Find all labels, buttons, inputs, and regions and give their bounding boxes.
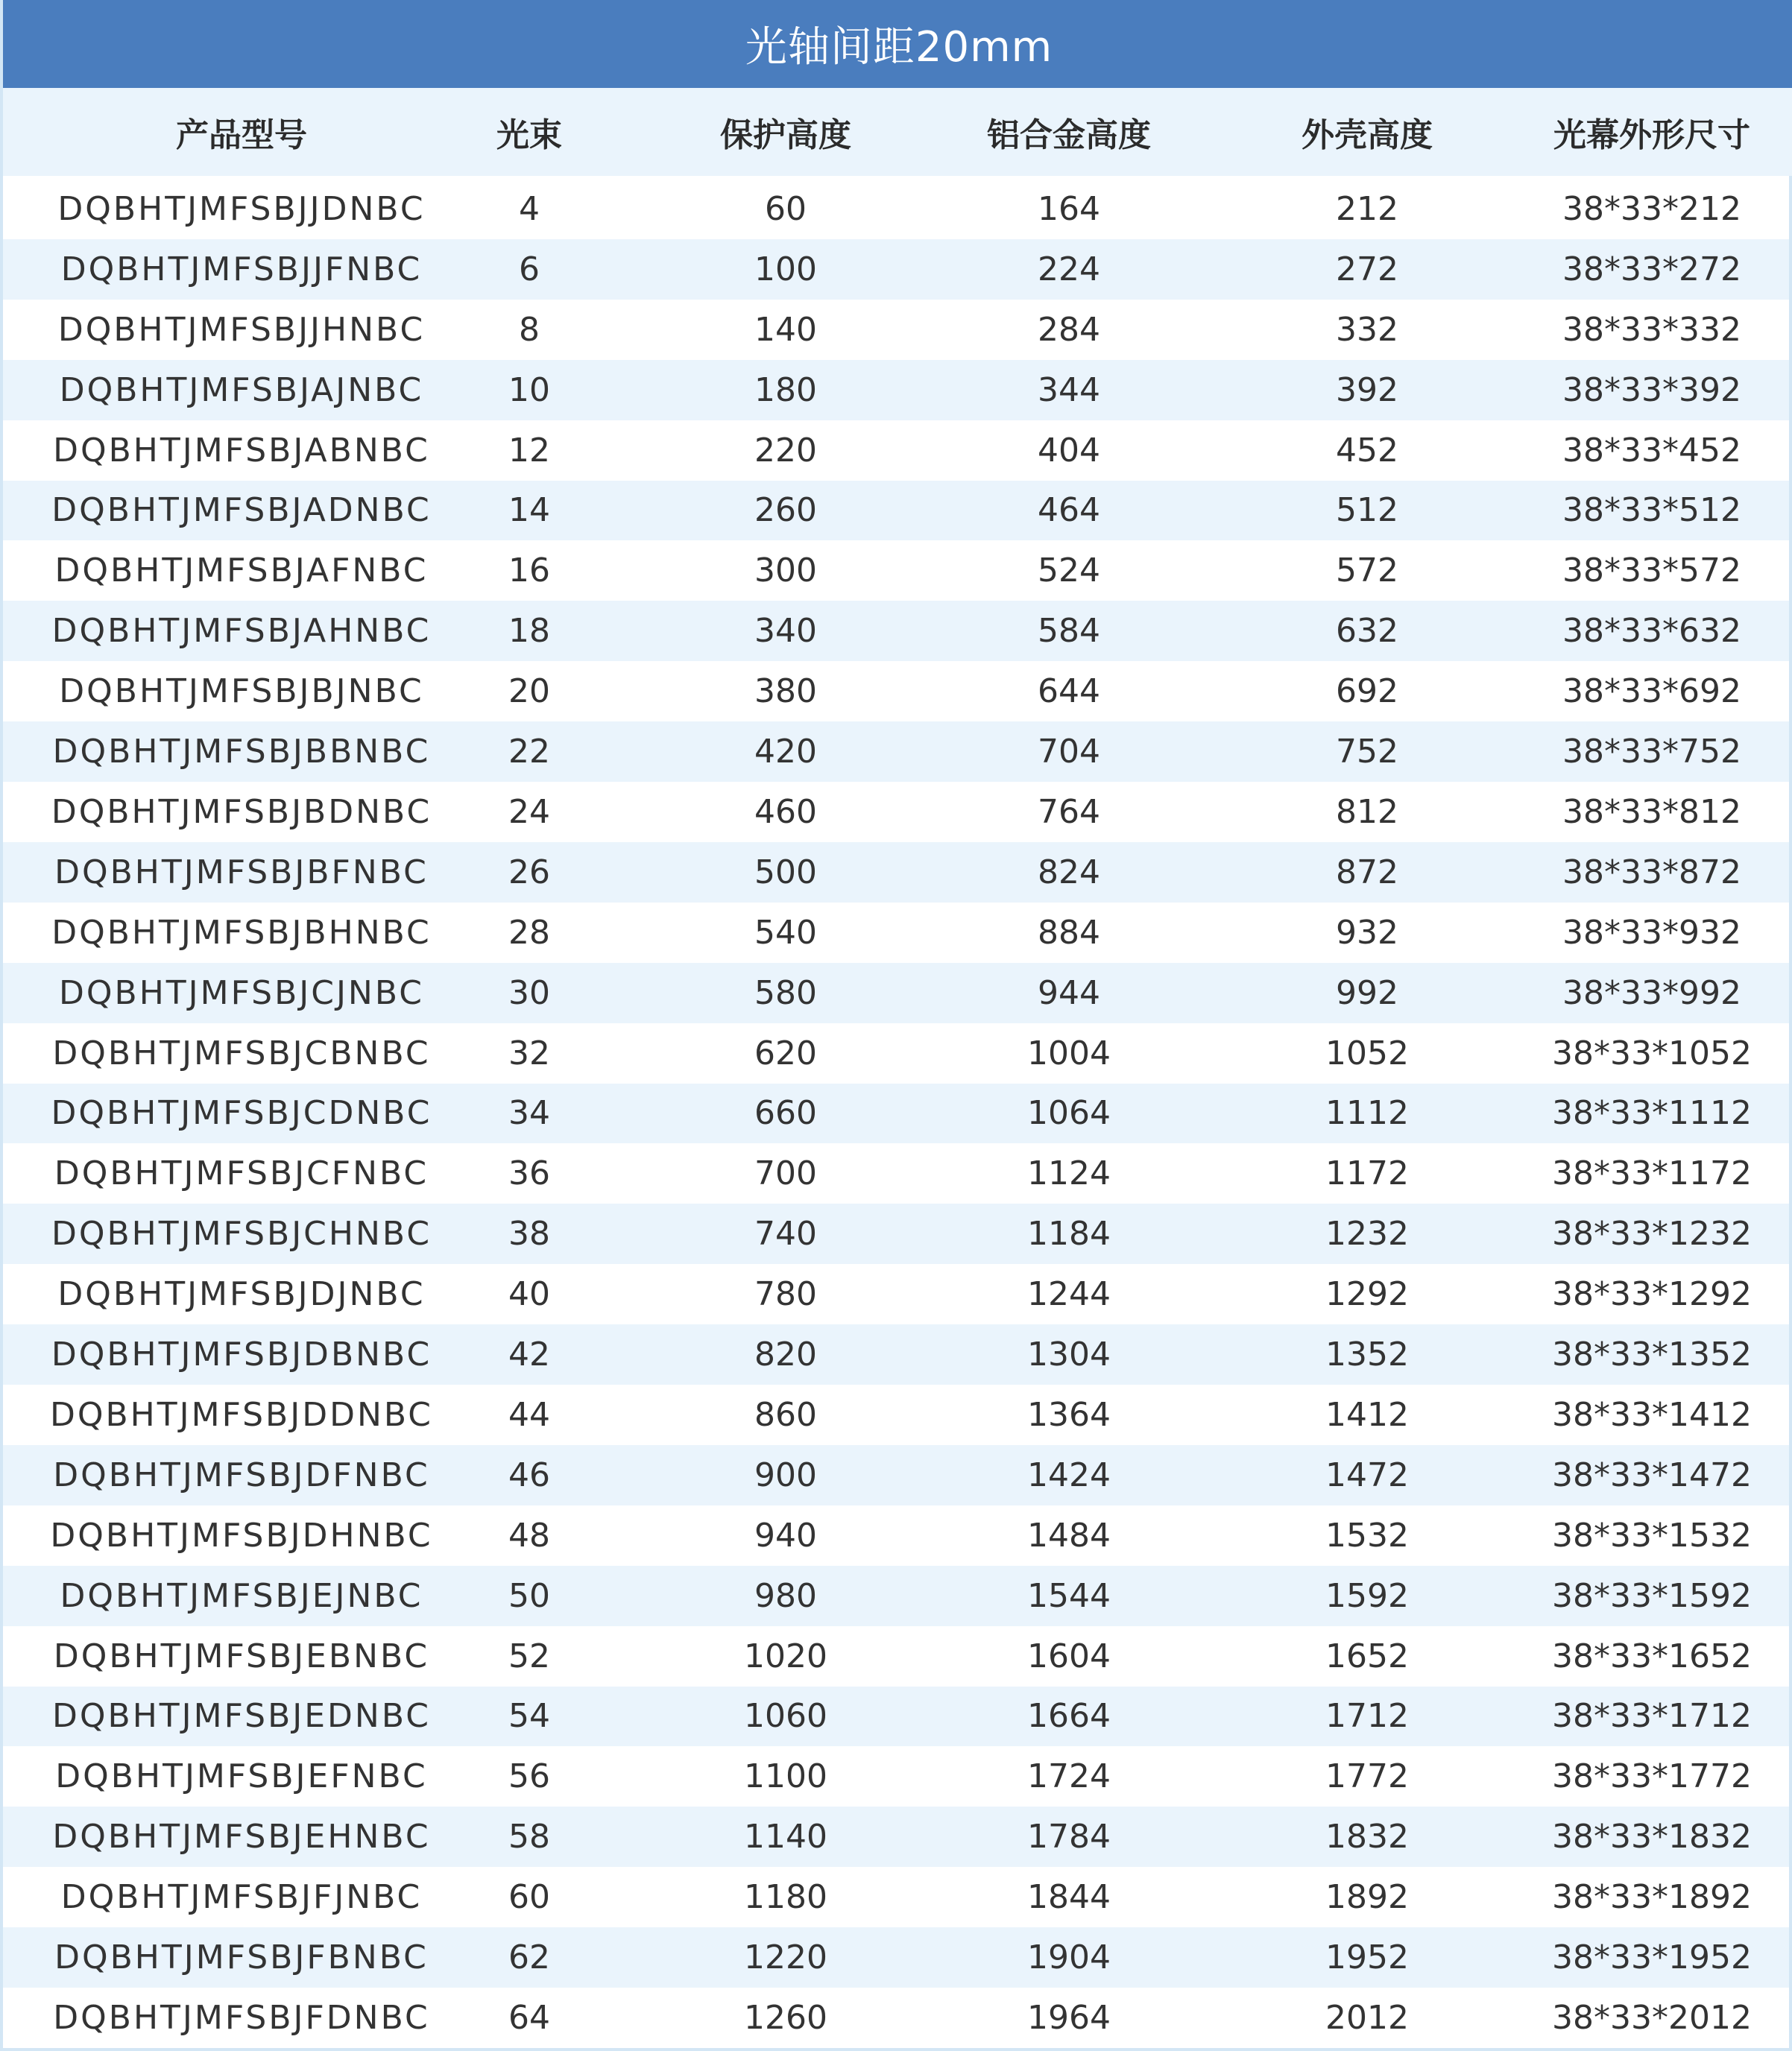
table-header-row	[3, 88, 1792, 176]
cell-alloy-height: 164	[1038, 189, 1100, 228]
table-row	[3, 1626, 1789, 1687]
table-row	[3, 1867, 1789, 1927]
cell-outline-size: 38*33*1112	[1552, 1094, 1752, 1133]
cell-model: DQBHTJMFSBJDBNBC	[51, 1336, 432, 1374]
cell-model: DQBHTJMFSBJAHNBC	[51, 612, 432, 651]
cell-shell-height: 2012	[1325, 1998, 1409, 2037]
table-row	[3, 481, 1789, 541]
cell-alloy-height: 764	[1038, 792, 1100, 831]
cell-beams: 58	[508, 1818, 550, 1856]
cell-shell-height: 1652	[1325, 1637, 1409, 1675]
table-row	[3, 540, 1789, 601]
cell-shell-height: 1952	[1325, 1938, 1409, 1977]
cell-beams: 42	[508, 1336, 550, 1374]
header-protect-height: 保护高度	[720, 116, 851, 154]
cell-beams: 8	[519, 310, 540, 349]
cell-protect-height: 860	[754, 1395, 817, 1434]
table-row	[3, 1746, 1789, 1807]
cell-beams: 4	[519, 189, 540, 228]
cell-model: DQBHTJMFSBJFBNBC	[54, 1938, 429, 1977]
table-row	[3, 300, 1789, 360]
cell-beams: 38	[508, 1215, 550, 1254]
cell-shell-height: 1832	[1325, 1818, 1409, 1856]
cell-outline-size: 38*33*1172	[1552, 1154, 1752, 1193]
cell-protect-height: 580	[754, 973, 817, 1012]
cell-model: DQBHTJMFSBJJHNBC	[57, 310, 426, 349]
cell-beams: 12	[508, 431, 550, 470]
header-outline-size: 光幕外形尺寸	[1553, 116, 1750, 154]
cell-model: DQBHTJMFSBJBJNBC	[59, 672, 424, 711]
cell-outline-size: 38*33*512	[1562, 491, 1741, 530]
cell-protect-height: 460	[754, 792, 817, 831]
cell-protect-height: 740	[754, 1215, 817, 1254]
cell-beams: 20	[508, 672, 550, 711]
cell-model: DQBHTJMFSBJAFNBC	[54, 552, 429, 590]
cell-protect-height: 380	[754, 672, 817, 711]
cell-shell-height: 212	[1336, 189, 1398, 228]
cell-beams: 10	[508, 370, 550, 409]
cell-protect-height: 1140	[744, 1818, 827, 1856]
cell-model: DQBHTJMFSBJJFNBC	[60, 250, 423, 288]
cell-beams: 50	[508, 1576, 550, 1615]
cell-beams: 32	[508, 1034, 550, 1072]
cell-outline-size: 38*33*212	[1562, 189, 1741, 228]
cell-beams: 64	[508, 1998, 550, 2037]
cell-protect-height: 980	[754, 1576, 817, 1615]
cell-alloy-height: 1664	[1027, 1697, 1111, 1736]
cell-model: DQBHTJMFSBJFDNBC	[53, 1998, 430, 2037]
cell-shell-height: 512	[1336, 491, 1398, 530]
cell-alloy-height: 464	[1038, 491, 1100, 530]
table-row	[3, 1807, 1789, 1867]
table-row	[3, 1566, 1789, 1626]
cell-outline-size: 38*33*572	[1562, 552, 1741, 590]
cell-alloy-height: 224	[1038, 250, 1100, 288]
cell-shell-height: 572	[1336, 552, 1398, 590]
cell-beams: 48	[508, 1516, 550, 1555]
cell-model: DQBHTJMFSBJBBNBC	[52, 733, 431, 771]
cell-model: DQBHTJMFSBJAJNBC	[59, 370, 424, 409]
cell-beams: 52	[508, 1637, 550, 1675]
cell-model: DQBHTJMFSBJEFNBC	[55, 1757, 428, 1796]
cell-beams: 62	[508, 1938, 550, 1977]
cell-outline-size: 38*33*332	[1562, 310, 1741, 349]
cell-outline-size: 38*33*2012	[1552, 1998, 1752, 2037]
table-row	[3, 1204, 1789, 1264]
cell-model: DQBHTJMFSBJCJNBC	[59, 973, 424, 1012]
header-beams: 光束	[496, 116, 562, 154]
cell-protect-height: 1180	[744, 1878, 827, 1917]
cell-alloy-height: 704	[1038, 733, 1100, 771]
cell-alloy-height: 824	[1038, 853, 1100, 891]
cell-shell-height: 752	[1336, 733, 1398, 771]
header-shell-height: 外壳高度	[1302, 116, 1433, 154]
cell-shell-height: 1052	[1325, 1034, 1409, 1072]
cell-shell-height: 452	[1336, 431, 1398, 470]
cell-alloy-height: 584	[1038, 612, 1100, 651]
cell-protect-height: 1260	[744, 1998, 827, 2037]
cell-outline-size: 38*33*392	[1562, 370, 1741, 409]
table-row	[3, 1445, 1789, 1505]
cell-protect-height: 220	[754, 431, 817, 470]
cell-outline-size: 38*33*1952	[1552, 1938, 1752, 1977]
cell-shell-height: 1472	[1325, 1456, 1409, 1494]
cell-shell-height: 1592	[1325, 1576, 1409, 1615]
cell-model: DQBHTJMFSBJCHNBC	[51, 1215, 432, 1254]
table-row	[3, 1927, 1789, 1988]
table-row	[3, 1988, 1789, 2048]
cell-outline-size: 38*33*1712	[1552, 1697, 1752, 1736]
table-row	[3, 1084, 1789, 1144]
cell-protect-height: 1220	[744, 1938, 827, 1977]
cell-beams: 30	[508, 973, 550, 1012]
table-row	[3, 782, 1789, 842]
cell-protect-height: 820	[754, 1336, 817, 1374]
cell-protect-height: 700	[754, 1154, 817, 1193]
cell-model: DQBHTJMFSBJABNBC	[53, 431, 430, 470]
cell-alloy-height: 1424	[1027, 1456, 1111, 1494]
cell-alloy-height: 1904	[1027, 1938, 1111, 1977]
cell-alloy-height: 1544	[1027, 1576, 1111, 1615]
table-row	[3, 179, 1789, 239]
header-alloy-height: 铝合金高度	[987, 116, 1151, 154]
cell-beams: 60	[508, 1878, 550, 1917]
table-row	[3, 360, 1789, 420]
cell-protect-height: 780	[754, 1275, 817, 1314]
cell-outline-size: 38*33*1892	[1552, 1878, 1752, 1917]
cell-shell-height: 1772	[1325, 1757, 1409, 1796]
cell-protect-height: 660	[754, 1094, 817, 1133]
cell-protect-height: 940	[754, 1516, 817, 1555]
cell-outline-size: 38*33*1352	[1552, 1336, 1752, 1374]
table-row	[3, 239, 1789, 300]
cell-outline-size: 38*33*1532	[1552, 1516, 1752, 1555]
table-row	[3, 1023, 1789, 1084]
cell-outline-size: 38*33*1592	[1552, 1576, 1752, 1615]
cell-shell-height: 392	[1336, 370, 1398, 409]
cell-outline-size: 38*33*1652	[1552, 1637, 1752, 1675]
table-row	[3, 1264, 1789, 1324]
cell-outline-size: 38*33*1052	[1552, 1034, 1752, 1072]
cell-alloy-height: 1844	[1027, 1878, 1111, 1917]
cell-model: DQBHTJMFSBJDJNBC	[57, 1275, 426, 1314]
cell-beams: 54	[508, 1697, 550, 1736]
cell-shell-height: 1712	[1325, 1697, 1409, 1736]
cell-beams: 16	[508, 552, 550, 590]
cell-outline-size: 38*33*1292	[1552, 1275, 1752, 1314]
cell-outline-size: 38*33*812	[1562, 792, 1741, 831]
table-row	[3, 903, 1789, 963]
cell-model: DQBHTJMFSBJDDNBC	[49, 1395, 434, 1434]
cell-beams: 36	[508, 1154, 550, 1193]
cell-alloy-height: 1364	[1027, 1395, 1111, 1434]
table-row	[3, 420, 1789, 481]
cell-alloy-height: 344	[1038, 370, 1100, 409]
cell-shell-height: 272	[1336, 250, 1398, 288]
cell-alloy-height: 1184	[1027, 1215, 1111, 1254]
table-row	[3, 1687, 1789, 1747]
cell-outline-size: 38*33*1472	[1552, 1456, 1752, 1494]
cell-shell-height: 932	[1336, 913, 1398, 952]
cell-protect-height: 900	[754, 1456, 817, 1494]
cell-shell-height: 332	[1336, 310, 1398, 349]
cell-shell-height: 1292	[1325, 1275, 1409, 1314]
cell-outline-size: 38*33*1832	[1552, 1818, 1752, 1856]
table-row	[3, 1385, 1789, 1445]
cell-beams: 14	[508, 491, 550, 530]
table-row	[3, 963, 1789, 1023]
cell-outline-size: 38*33*1232	[1552, 1215, 1752, 1254]
cell-beams: 26	[508, 853, 550, 891]
cell-outline-size: 38*33*452	[1562, 431, 1741, 470]
cell-beams: 46	[508, 1456, 550, 1494]
cell-shell-height: 692	[1336, 672, 1398, 711]
cell-model: DQBHTJMFSBJBHNBC	[51, 913, 432, 952]
cell-model: DQBHTJMFSBJADNBC	[51, 491, 432, 530]
cell-protect-height: 180	[754, 370, 817, 409]
cell-shell-height: 1232	[1325, 1215, 1409, 1254]
cell-protect-height: 540	[754, 913, 817, 952]
cell-alloy-height: 944	[1038, 973, 1100, 1012]
cell-model: DQBHTJMFSBJDFNBC	[53, 1456, 430, 1494]
cell-protect-height: 340	[754, 612, 817, 651]
cell-model: DQBHTJMFSBJJDNBC	[57, 189, 426, 228]
cell-alloy-height: 884	[1038, 913, 1100, 952]
cell-outline-size: 38*33*272	[1562, 250, 1741, 288]
cell-shell-height: 1892	[1325, 1878, 1409, 1917]
cell-outline-size: 38*33*1772	[1552, 1757, 1752, 1796]
cell-alloy-height: 1604	[1027, 1637, 1111, 1675]
cell-shell-height: 1532	[1325, 1516, 1409, 1555]
cell-model: DQBHTJMFSBJCDNBC	[51, 1094, 432, 1133]
cell-model: DQBHTJMFSBJEDNBC	[52, 1697, 431, 1736]
cell-protect-height: 100	[754, 250, 817, 288]
cell-alloy-height: 1064	[1027, 1094, 1111, 1133]
cell-model: DQBHTJMFSBJEHNBC	[52, 1818, 431, 1856]
cell-alloy-height: 644	[1038, 672, 1100, 711]
cell-shell-height: 1172	[1325, 1154, 1409, 1193]
cell-beams: 34	[508, 1094, 550, 1133]
table-row	[3, 721, 1789, 782]
table-row	[3, 1505, 1789, 1566]
cell-shell-height: 1112	[1325, 1094, 1409, 1133]
cell-shell-height: 872	[1336, 853, 1398, 891]
cell-outline-size: 38*33*692	[1562, 672, 1741, 711]
cell-shell-height: 632	[1336, 612, 1398, 651]
cell-alloy-height: 1004	[1027, 1034, 1111, 1072]
table-row	[3, 661, 1789, 721]
cell-protect-height: 1060	[744, 1697, 827, 1736]
cell-alloy-height: 1724	[1027, 1757, 1111, 1796]
cell-beams: 44	[508, 1395, 550, 1434]
cell-shell-height: 992	[1336, 973, 1398, 1012]
cell-outline-size: 38*33*992	[1562, 973, 1741, 1012]
table-row	[3, 1143, 1789, 1204]
cell-alloy-height: 524	[1038, 552, 1100, 590]
cell-protect-height: 60	[765, 189, 807, 228]
cell-model: DQBHTJMFSBJEJNBC	[60, 1576, 423, 1615]
cell-shell-height: 812	[1336, 792, 1398, 831]
cell-outline-size: 38*33*632	[1562, 612, 1741, 651]
cell-shell-height: 1352	[1325, 1336, 1409, 1374]
cell-beams: 24	[508, 792, 550, 831]
cell-alloy-height: 1784	[1027, 1818, 1111, 1856]
table-row	[3, 601, 1789, 661]
cell-beams: 22	[508, 733, 550, 771]
cell-protect-height: 420	[754, 733, 817, 771]
cell-alloy-height: 404	[1038, 431, 1100, 470]
header-model: 产品型号	[176, 116, 307, 154]
table-title: 光轴间距20mm	[3, 0, 1792, 88]
cell-protect-height: 500	[754, 853, 817, 891]
cell-shell-height: 1412	[1325, 1395, 1409, 1434]
cell-model: DQBHTJMFSBJBDNBC	[51, 792, 432, 831]
cell-model: DQBHTJMFSBJCFNBC	[54, 1154, 429, 1193]
cell-protect-height: 140	[754, 310, 817, 349]
cell-beams: 40	[508, 1275, 550, 1314]
cell-model: DQBHTJMFSBJFJNBC	[60, 1878, 423, 1917]
cell-alloy-height: 284	[1038, 310, 1100, 349]
cell-alloy-height: 1124	[1027, 1154, 1111, 1193]
cell-model: DQBHTJMFSBJDHNBC	[50, 1516, 433, 1555]
cell-outline-size: 38*33*1412	[1552, 1395, 1752, 1434]
cell-beams: 56	[508, 1757, 550, 1796]
cell-beams: 18	[508, 612, 550, 651]
cell-alloy-height: 1484	[1027, 1516, 1111, 1555]
cell-outline-size: 38*33*872	[1562, 853, 1741, 891]
cell-protect-height: 620	[754, 1034, 817, 1072]
cell-protect-height: 260	[754, 491, 817, 530]
cell-beams: 28	[508, 913, 550, 952]
table-row	[3, 842, 1789, 903]
cell-model: DQBHTJMFSBJBFNBC	[54, 853, 429, 891]
cell-model: DQBHTJMFSBJCBNBC	[52, 1034, 431, 1072]
cell-alloy-height: 1304	[1027, 1336, 1111, 1374]
cell-protect-height: 300	[754, 552, 817, 590]
cell-outline-size: 38*33*932	[1562, 913, 1741, 952]
cell-protect-height: 1100	[744, 1757, 827, 1796]
cell-model: DQBHTJMFSBJEBNBC	[53, 1637, 430, 1675]
cell-alloy-height: 1964	[1027, 1998, 1111, 2037]
cell-protect-height: 1020	[744, 1637, 827, 1675]
cell-beams: 6	[519, 250, 540, 288]
cell-alloy-height: 1244	[1027, 1275, 1111, 1314]
table-row	[3, 1324, 1789, 1385]
cell-outline-size: 38*33*752	[1562, 733, 1741, 771]
